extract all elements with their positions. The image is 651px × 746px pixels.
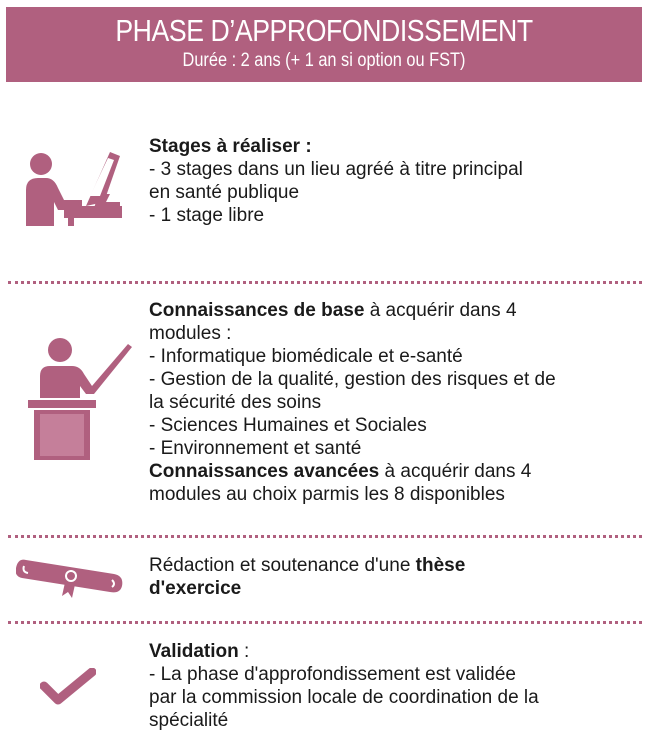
these-text	[149, 554, 644, 600]
avancees-bold: Connaissances avancées	[149, 461, 380, 482]
stages-text	[149, 135, 644, 227]
divider-2	[8, 535, 642, 538]
base-cont: modules :	[149, 323, 232, 344]
checkmark-icon	[40, 668, 96, 708]
header-banner	[6, 7, 642, 82]
diploma-scroll-icon	[16, 556, 128, 600]
avancees-line	[149, 460, 644, 483]
these-before: Rédaction et soutenance d'une	[149, 555, 416, 576]
base-bold: Connaissances de base	[149, 300, 365, 321]
computer-user-icon	[24, 150, 124, 228]
validation-heading-rest: :	[238, 641, 250, 662]
stages-heading: Stages à réaliser :	[149, 136, 312, 157]
validation-line-2: par la commission locale de coordination de la	[149, 687, 539, 708]
these-bold-2: d'exercice	[149, 578, 242, 599]
base-line	[149, 299, 644, 322]
connaissances-text	[149, 299, 644, 506]
module-line-4: - Sciences Humaines et Sociales	[149, 415, 427, 436]
validation-line-1: - La phase d'approfondissement est validée	[149, 664, 516, 685]
module-line-2: - Gestion de la qualité, gestion des risques et de	[149, 369, 556, 390]
page-title: PHASE D’APPROFONDISSEMENT	[115, 13, 533, 48]
avancees-rest: à acquérir dans 4	[379, 461, 532, 482]
validation-text	[149, 640, 644, 732]
stages-line-1: - 3 stages dans un lieu agréé à titre principal	[149, 159, 523, 180]
these-line-1	[149, 554, 644, 577]
module-line-3: la sécurité des soins	[149, 392, 322, 413]
validation-line-3: spécialité	[149, 710, 229, 731]
module-line-5: - Environnement et santé	[149, 438, 362, 459]
divider-3	[8, 621, 642, 624]
divider-1	[8, 281, 642, 284]
validation-heading-line	[149, 640, 644, 663]
module-line-1: - Informatique biomédicale et e-santé	[149, 346, 463, 367]
validation-heading: Validation	[149, 641, 239, 662]
avancees-cont: modules au choix parmis les 8 disponibles	[149, 484, 505, 505]
stages-line-2: en santé publique	[149, 182, 300, 203]
these-bold-1: thèse	[415, 555, 466, 576]
stages-line-3: - 1 stage libre	[149, 205, 265, 226]
page-subtitle: Durée : 2 ans (+ 1 an si option ou FST)	[182, 50, 466, 71]
base-rest: à acquérir dans 4	[364, 300, 517, 321]
teacher-icon	[28, 336, 134, 462]
